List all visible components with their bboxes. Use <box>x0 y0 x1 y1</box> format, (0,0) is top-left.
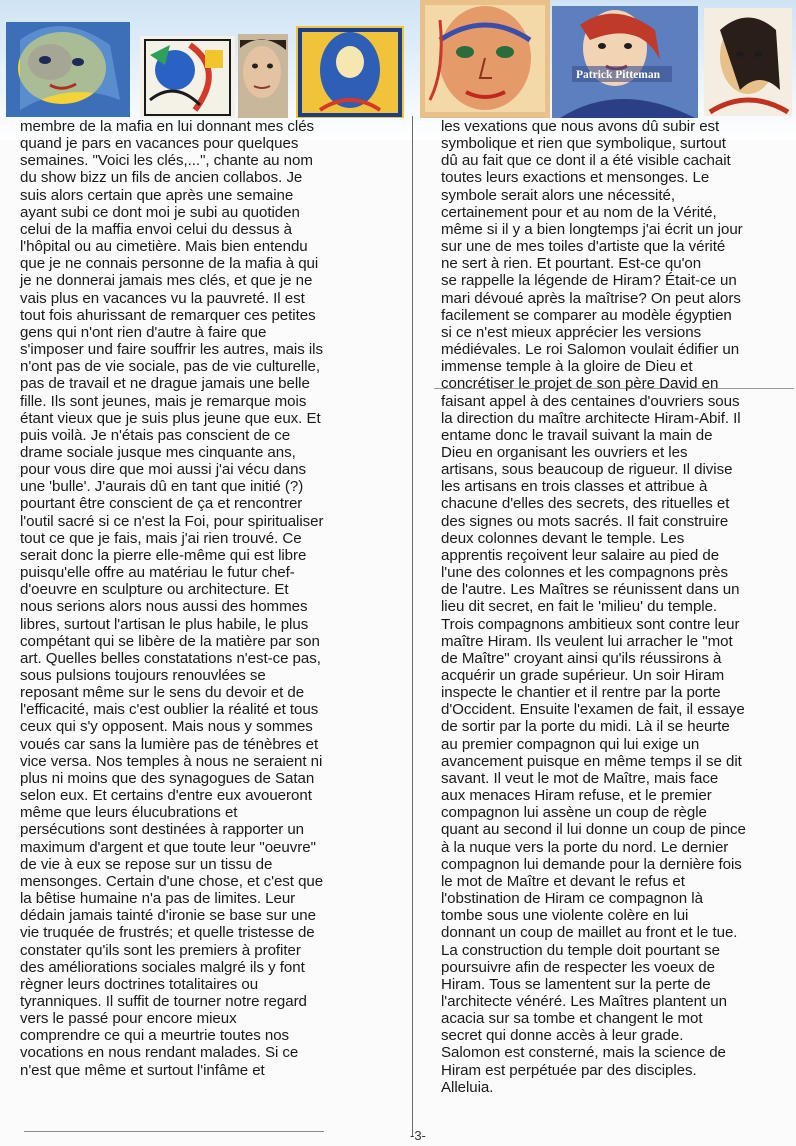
text-line: de vie à eux se repose sur un tissu de <box>20 855 273 873</box>
text-line: faisant appel à des centaines d'ouvriers sous <box>441 392 740 410</box>
text-line: artisans, sous beaucoup de rigueur. Il divise <box>441 461 733 479</box>
text-line: tout fois ahurissant de remarquer ces petites <box>20 306 316 324</box>
painting-7 <box>704 8 792 116</box>
text-line: ceux qui s'y opposent. Mais nous y sommes <box>20 718 313 736</box>
text-line: médiévales. Le roi Salomon voulait édifier un <box>441 341 740 359</box>
text-line: compagnon lui demande pour la dernière fois <box>441 855 742 873</box>
text-line: puis voilà. Je n'étais pas conscient de ce <box>20 426 291 444</box>
text-line: à la nuque vers la porte du nord. Le dernier <box>441 838 729 856</box>
artist-signature: Patrick Pitteman <box>576 69 660 81</box>
text-line: La construction du temple doit pourtant se <box>441 941 720 959</box>
text-line: dû au fait que ce dont il a été visible cachait <box>441 152 731 170</box>
text-line: immense temple à la gloire de Dieu et <box>441 358 693 376</box>
text-line: Hiram. Tous se lamentent sur la perte de <box>441 975 711 993</box>
painting-6 <box>552 6 698 118</box>
text-line: Alleluia. <box>441 1078 494 1096</box>
text-line: n'ont pas de vie sociale, pas de vie culturelle, <box>20 358 321 376</box>
text-line: membre de la mafia en lui donnant mes clés <box>20 118 315 135</box>
text-line: se rappelle la légende de Hiram? Était-ce un <box>441 272 737 290</box>
text-line: ayant subi ce dont moi je subi au quotiden <box>20 203 300 221</box>
left-text-column <box>20 118 388 1079</box>
text-line: Trois compagnons ambitieux sont contre leur <box>441 615 740 633</box>
text-line: fille. Ils sont jeunes, mais je remarque mois <box>20 392 307 410</box>
text-line: mari dévoué après la maîtrise? On peut alors <box>441 289 741 307</box>
text-line: quand je pars en vacances pour quelques <box>20 135 299 153</box>
text-line: inspecte le chantier et il rentre par la porte <box>441 684 721 702</box>
text-line: comprendre ce qui a meurtrie toutes nos <box>20 1027 290 1045</box>
text-line: compétant qui se libère de la matière par son <box>20 632 320 650</box>
text-line: ne sert à rien. Et pourtant. Est-ce qu'on <box>441 255 702 273</box>
text-line: reposant même sur le sens du devoir et de <box>20 684 305 702</box>
text-line: de sortir par la porte du midi. Là il se heurte <box>441 718 730 736</box>
text-line: maître Hiram. Ils veulent lui arracher le "mot <box>441 632 733 650</box>
text-line: d'oeuvre en sculpture ou architecture. Et <box>20 581 289 599</box>
text-line: une 'bulle'. J'aurais dû en tant que initié (?) <box>20 478 304 496</box>
text-line: que je ne connais personne de la mafia à qui <box>20 255 319 273</box>
text-line: pas de travail et ne drague jamais une belle <box>20 375 310 393</box>
text-line: acquérir un grade supérieur. Un soir Hiram <box>441 667 725 684</box>
text-line: d'Occident. Ensuite l'examen de fait, il essaye <box>441 701 745 719</box>
text-line: compagnon lui assène un coup de règle <box>441 804 707 822</box>
page-number: -3- <box>410 1128 426 1143</box>
text-line: de l'autre. Les Maîtres se réunissent dans un <box>441 581 740 599</box>
text-line: les vexations que nous avons dû subir est <box>441 118 720 135</box>
text-line: donnant un coup de maillet au front et le tue. <box>441 924 738 942</box>
right-text-column <box>441 118 787 1096</box>
painting-4 <box>296 26 404 118</box>
text-line: deux colonnes devant le temple. Les <box>441 529 685 547</box>
text-line: concrétiser le projet de son père David en <box>441 375 719 393</box>
text-line: aux menaces Hiram refuse, et le premier <box>441 787 712 805</box>
text-line: n'est que même et surtout l'infâme et <box>20 1061 265 1079</box>
painting-5 <box>420 0 550 118</box>
text-line: maximum d'argent et que toute leur "oeuvre" <box>20 838 316 856</box>
text-line: poursuivre afin de respecter les voeux de <box>441 958 715 976</box>
text-line: tout ce que je fais, mais j'ai rien trouvé. Ce <box>20 529 302 547</box>
text-line: secret qui donne accès à leur grade. <box>441 1027 684 1045</box>
text-line: du show bizz un fils de ancien collabos. Je <box>20 169 303 187</box>
text-line: entame donc le travail suivant la main de <box>441 426 713 444</box>
text-line: vais plus en vacances vu la pauvreté. Il est <box>20 289 305 307</box>
painting-3 <box>238 34 288 118</box>
text-line: de Maître" croyant ainsi qu'ils réussirons à <box>441 649 722 667</box>
text-line: gens qui n'ont rien d'autre à faire que <box>20 323 267 341</box>
text-line: savant. Il veut le mot de Maître, mais face <box>441 769 719 787</box>
text-line: des signes ou mots sacrés. Il fait construire <box>441 512 729 530</box>
text-line: selon eux. Et certains d'entre eux avoueront <box>20 787 312 805</box>
text-line: lieu dit secret, en fait le 'milieu' du temple. <box>441 598 718 616</box>
text-line: l'hôpital ou au cimetière. Mais bien entendu <box>20 238 308 256</box>
text-line: vers le passé pour encore mieux <box>20 1010 237 1028</box>
text-line: nous serions alors nous aussi des hommes <box>20 598 308 616</box>
text-line: la bêtise humaine n'a pas de limites. Leur <box>20 890 296 908</box>
text-line: Hiram est perpétuée par des disciples. <box>441 1061 697 1079</box>
text-line: s'imposer und faire souffrir les autres, mais ils <box>20 341 323 359</box>
text-line: semaines. "Voici les clés,...", chante au nom <box>20 152 313 170</box>
text-line: étant vieux que je suis plus jeune que eux. Et <box>20 409 321 427</box>
text-line: Salomon est consterné, mais la science de <box>441 1044 726 1062</box>
text-line: serait donc la pierre elle-même qui est libre <box>20 546 307 564</box>
text-line: avancement puisque en même temps il se dit <box>441 752 742 770</box>
text-line: quant au second il lui donne un coup de pince <box>441 821 746 839</box>
text-line: toutes leurs exactions et mensonges. Le <box>441 169 710 187</box>
horizontal-rule <box>24 1131 324 1132</box>
text-line: l'une des colonnes et les compagnons près <box>441 564 728 582</box>
text-line: plus ni moins que des synagogues de Satan <box>20 769 315 787</box>
text-line: règner leurs doctrines totalitaires ou <box>20 975 259 993</box>
text-line: les artisans en trois classes et attribue à <box>441 478 708 496</box>
text-line: chacune d'elles des secrets, des rituelles et <box>441 495 730 513</box>
text-line: apprentis reçoivent leur salaire au pied de <box>441 546 720 564</box>
text-line: dédain jamais tainté d'ironie se base sur une <box>20 907 316 925</box>
text-line: certainement pour et au nom de la Vérité, <box>441 203 717 221</box>
text-line: l'outil sacré si ce n'est la Foi, pour spiritualiser <box>20 512 324 530</box>
text-line: pour vous dire que moi aussi j'ai vécu dans <box>20 461 306 479</box>
text-line: symbolique et rien que symbolique, surtout <box>441 135 726 153</box>
text-line: voués car sans la lumière pas de ténèbres et <box>20 735 319 753</box>
text-line: l'architecte vénéré. Les Maîtres plantent un <box>441 992 727 1010</box>
text-line: Dieu en organisant les ouvriers et les <box>441 443 688 461</box>
text-line: tombe sous une violente colère en lui <box>441 907 689 925</box>
text-line: constater qu'ils sont les premiers à profiter <box>20 941 301 959</box>
text-line: je ne donnerai jamais mes clés, et que je ne <box>20 272 313 290</box>
text-line: persécutions sont destinées à rapporter un <box>20 821 305 839</box>
text-line: même que leurs élucubrations et <box>20 804 238 822</box>
text-line: sur une de mes toiles d'artiste que la vérité <box>441 238 726 256</box>
text-line: drame sociale jusque mes cinquante ans, <box>20 443 296 461</box>
text-line: vie truquée de frustrés; et quelle tristesse de <box>20 924 315 942</box>
column-divider <box>412 116 413 1136</box>
text-line: art. Quelles belles constatations n'est-ce pas, <box>20 649 321 667</box>
text-line: tyranniques. Il suffit de tourner notre regard <box>20 992 307 1010</box>
text-line: au premier compagnon qui lui exige un <box>441 735 700 753</box>
text-line: pourtant être conscient de ça et rencontrer <box>20 495 303 513</box>
text-line: celui de la maffia envoi celui du dessus à <box>20 220 292 238</box>
text-line: acacia sur sa tombe et changent le mot <box>441 1010 703 1028</box>
text-line: suis alors certain que après une semaine <box>20 186 294 204</box>
text-line: l'efficacité, mais c'est oublier la réalité et tous <box>20 701 319 719</box>
text-line: sous pulsions toujours renouvlées se <box>20 667 266 684</box>
text-line: même si il y a bien longtemps j'ai écrit un jour <box>441 220 743 238</box>
text-line: si ce n'est mieux apprécier les versions <box>441 323 702 341</box>
painting-2 <box>140 36 235 118</box>
text-line: l'obstination de Hiram ce compagnon là <box>441 890 703 908</box>
text-line: facilement se comparer au modèle égyptien <box>441 306 732 324</box>
text-line: puisqu'elle offre au matériau le futur chef- <box>20 564 295 582</box>
text-line: la direction du maître architecte Hiram-Abif. Il <box>441 409 741 427</box>
painting-1 <box>6 22 130 117</box>
text-line: vocations en nous rendant malades. Si ce <box>20 1044 299 1062</box>
text-line: libres, surtout l'artisan le plus habile, le plus <box>20 615 309 633</box>
text-line: vice versa. Nos temples à nous ne seraient ni <box>20 752 323 770</box>
text-line: des améliorations sociales malgré ils y font <box>20 958 305 976</box>
text-line: le mot de Maître et devant le refus et <box>441 872 685 890</box>
text-line: symbole serait alors une nécessité, <box>441 186 675 204</box>
text-line: mensonges. Certain d'une chose, et c'est que <box>20 872 324 890</box>
